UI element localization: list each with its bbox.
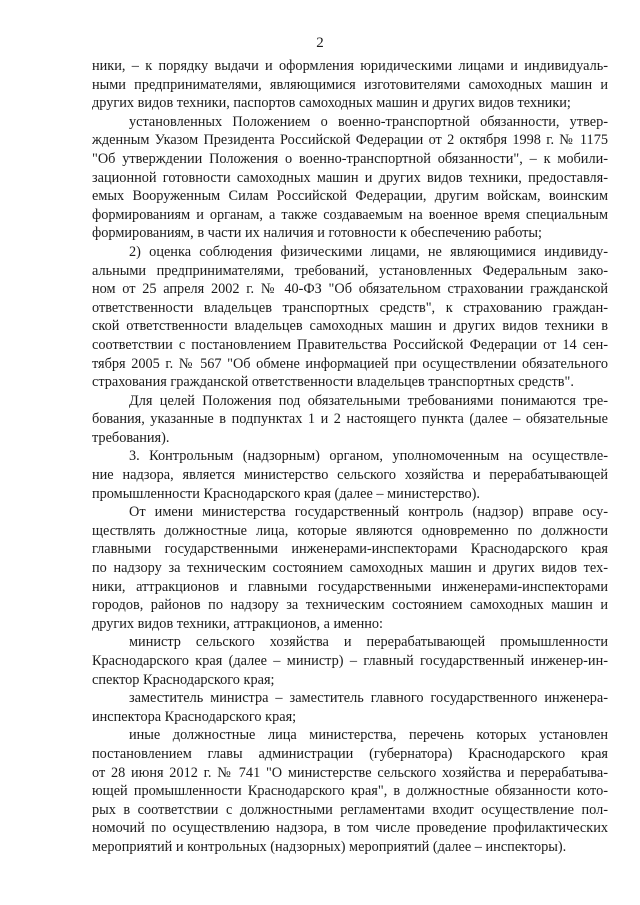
text-line: ными предпринимателями, являющимися изготовителями самоходных машин и	[92, 76, 608, 93]
paragraph	[92, 689, 608, 726]
text-line: рых в соответствии с должностными регламентами входит осуществление пол-	[92, 801, 608, 818]
page-number: 2	[316, 35, 324, 51]
text-line: мероприятий и контрольных (надзорных) мероприятий (далее – инспекторы).	[92, 838, 567, 855]
text-line: ние надзора, является министерство сельского хозяйства и перерабатывающей	[92, 467, 608, 484]
paragraph	[92, 726, 608, 856]
paragraph	[92, 392, 608, 448]
paragraph	[92, 503, 608, 633]
text-line: 3. Контрольным (надзорным) органом, уполномоченным на осуществле-	[129, 448, 608, 465]
text-line: других видов техники, аттракционов, а именно:	[92, 615, 383, 632]
text-line: альными предпринимателями, требований, установленных Федеральным зако-	[92, 262, 608, 279]
text-line: инспектора Краснодарского края;	[92, 708, 297, 725]
text-line: Для целей Положения под обязательными требованиями понимаются тре-	[129, 392, 608, 409]
text-line: ющей промышленности Краснодарского края", в должностные обязанности кото-	[92, 783, 608, 800]
text-line: ники, аттракционов и главными государственными инженерами-инспекторами	[92, 578, 608, 595]
text-line: зационной готовности самоходных машин и других видов техники, предоставля-	[92, 169, 608, 186]
text-line: "Об утверждении Положения о военно-транспортной обязанности", – к мобили-	[92, 150, 608, 167]
text-line: по надзору за техническим состоянием самоходных машин и других видов тех-	[92, 560, 608, 577]
text-line: Краснодарского края (далее – министр) – главный государственный инженер-ин-	[92, 653, 608, 669]
paragraph	[92, 243, 608, 392]
text-line: министр сельского хозяйства и перерабатывающей промышленности	[129, 634, 608, 651]
text-line: ской ответственности владельцев самоходных машин и других видов техники в	[92, 318, 608, 335]
text-line: заместитель министра – заместитель главного государственного инженера-	[129, 690, 608, 707]
text-line: главными государственными инженерами-инспекторами Краснодарского края	[92, 541, 608, 558]
text-line: промышленности Краснодарского края (далее – министерство).	[92, 485, 480, 502]
text-line: иные должностные лица министерства, перечень которых установлен	[129, 727, 608, 744]
text-line: постановлением главы администрации (губернатора) Краснодарского края	[92, 745, 608, 762]
text-line: ники, – к порядку выдачи и оформления юридическими лицами и индивидуаль-	[92, 58, 608, 74]
text-line: ном от 25 апреля 2002 г. № 40-ФЗ "Об обязательном страховании гражданской	[92, 281, 608, 298]
text-line: ответственности владельцев транспортных средств", к страхованию граждан-	[92, 299, 608, 316]
text-line: ществлять должностные лица, которые являются одновременно по должности	[92, 522, 608, 539]
text-line: установленных Положением о военно-транспортной обязанности, утвер-	[129, 113, 608, 130]
text-line: других видов техники, паспортов самоходных машин и других видов техники;	[92, 95, 571, 112]
text-line: тября 2005 г. № 567 "Об обмене информацией при осуществлении обязательного	[92, 355, 608, 372]
text-line: городов, районов по надзору за техническим состоянием самоходных машин и	[92, 597, 608, 614]
text-line: соответствии с постановлением Правительства Российской Федерации от 14 сен-	[92, 336, 608, 353]
document-body	[92, 57, 608, 857]
paragraph	[92, 113, 608, 243]
text-line: 2) оценка соблюдения физическими лицами, не являющимися индивиду-	[129, 243, 608, 260]
text-line: спектор Краснодарского края;	[92, 671, 275, 688]
paragraph	[92, 447, 608, 503]
text-line: жденным Указом Президента Российской Федерации от 2 октября 1998 г. № 1175	[92, 132, 608, 149]
text-line: формированиям, в части их наличия и готовности к обеспечению работы;	[92, 225, 542, 242]
paragraph	[92, 633, 608, 689]
text-line: от 28 июня 2012 г. № 741 "О министерстве сельского хозяйства и перерабатыва-	[92, 764, 608, 781]
text-line: бования, указанные в подпунктах 1 и 2 настоящего пункта (далее – обязательные	[92, 411, 608, 428]
text-line: емых Вооруженным Силам Российской Федерации, другим войскам, воинским	[92, 188, 608, 205]
text-line: формированиям и органам, а также создаваемым на военное время специальным	[92, 206, 608, 223]
text-line: От имени министерства государственный контроль (надзор) вправе осу-	[129, 504, 608, 521]
text-line: страхования гражданской ответственности владельцев транспортных средств".	[92, 374, 574, 391]
paragraph	[92, 57, 608, 113]
text-line: требования).	[92, 429, 170, 446]
text-line: номочий по осуществлению надзора, в том числе проведение профилактических	[92, 820, 608, 837]
